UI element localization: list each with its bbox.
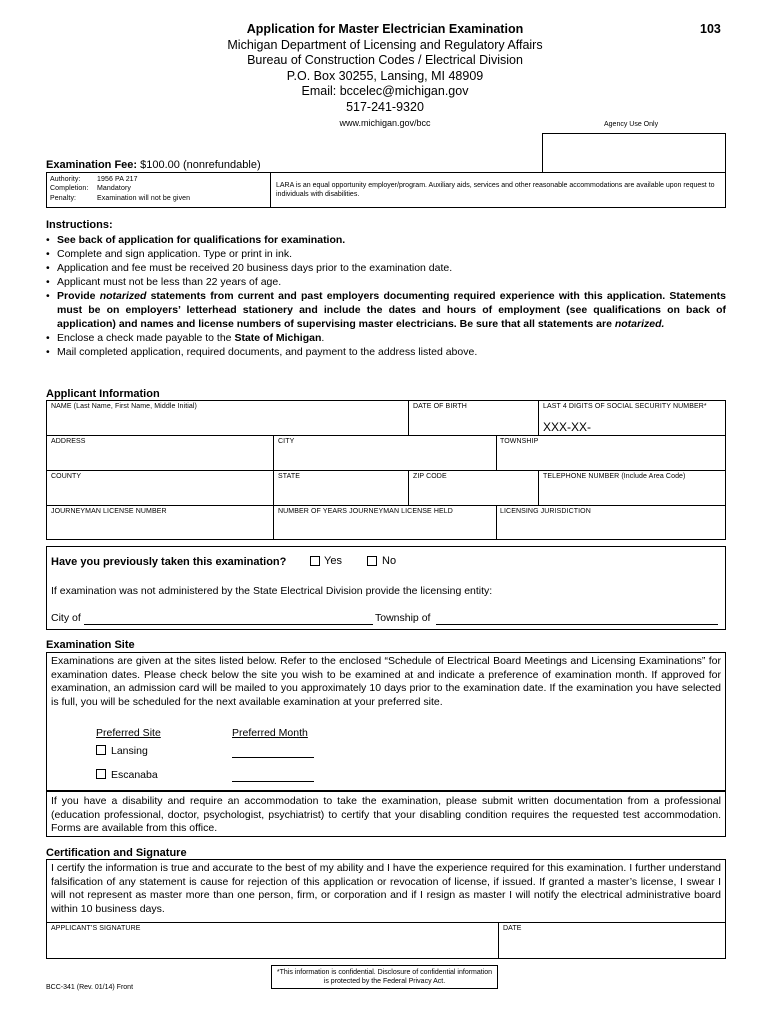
instruction-item: • Application and fee must be received 20 business days prior to the examination date. — [46, 262, 453, 274]
form-id: BCC-341 (Rev. 01/14) Front — [46, 984, 134, 991]
examination-fee — [46, 159, 261, 171]
authority-key: Authority: — [50, 176, 81, 183]
telephone-field[interactable]: TELEPHONE NUMBER (Include Area Code) — [543, 473, 686, 480]
escanaba-month-input[interactable] — [232, 781, 314, 782]
disability-text: If you have a disability and require an accommodation to take the examination, please submit written documentation from a professional (education professional, doctor, psychologist, psychiatrist) to certify that your disabling condition requires the requested test accommodation. Forms are available from this office. — [51, 795, 721, 834]
instruction-item: • Enclose a check made payable to the State of Michigan. — [46, 332, 325, 344]
certification-text: I certify the information is true and accurate to the best of my ability and I have the experience required for this examination. I further understand falsification of any statement is cause for rejection of this application or revocation of license, if issued. If granted a master’s license, I swear I will not represent as master more than one person, firm, or corporation and if I resign as master I will notify the electrical administrative board within 10 business days. — [51, 862, 721, 915]
name-field[interactable]: NAME (Last Name, First Name, Middle Initial) — [51, 403, 197, 410]
confidential-notice: *This information is confidential. Disclosure of confidential information is protected by the Federal Privacy Act. — [276, 969, 493, 985]
agency-use-box — [542, 133, 726, 173]
agency-use-label: Agency Use Only — [604, 121, 659, 128]
instructions-list — [46, 233, 726, 359]
instruction-item: • Applicant must not be less than 22 years of age. — [46, 276, 282, 288]
address-field[interactable]: ADDRESS — [51, 438, 86, 445]
instruction-item: • Complete and sign application. Type or print in ink. — [46, 248, 293, 260]
certification-title: Certification and Signature — [46, 847, 187, 859]
escanaba-checkbox[interactable] — [96, 769, 106, 779]
form-number: 103 — [700, 22, 721, 36]
date-of-birth-field[interactable]: DATE OF BIRTH — [413, 403, 467, 410]
header-line-address: P.O. Box 30255, Lansing, MI 48909 — [286, 69, 484, 83]
no-checkbox[interactable] — [367, 556, 377, 566]
licensing-entity-text: If examination was not administered by the State Electrical Division provide the licensing entity: — [51, 585, 493, 597]
instructions-title: Instructions: — [46, 219, 113, 231]
examination-site-text: Examinations are given at the sites listed below. Refer to the enclosed “Schedule of Electrical Board Meetings and Licensing Examinations” for examination dates. Please check below the site you wish to be examined at and indicate a preference of examination month. If approved for examination, an admission card will be mailed to you approximately 10 days prior to the examination date. If the examination you have selected is full, you will be scheduled for the next available examination at your preferred site. — [51, 655, 721, 708]
county-field[interactable]: COUNTY — [51, 473, 82, 480]
previous-exam-question: Have you previously taken this examination? — [51, 556, 287, 568]
completion-key: Completion: — [50, 185, 89, 192]
lansing-month-input[interactable] — [232, 757, 314, 758]
preferred-site-header: Preferred Site — [96, 727, 161, 739]
signature-date-field[interactable]: DATE — [503, 925, 522, 932]
state-field[interactable]: STATE — [278, 473, 301, 480]
fee-value: $100.00 (nonrefundable) — [137, 159, 261, 171]
lara-notice: LARA is an equal opportunity employer/program. Auxiliary aids, services and other reasonable accommodations are available upon request to individuals with disabilities. — [276, 182, 715, 198]
township-field[interactable]: TOWNSHIP — [500, 438, 539, 445]
fee-label: Examination Fee: — [46, 159, 138, 171]
lansing-label: Lansing — [111, 745, 148, 757]
applicant-info-title: Applicant Information — [46, 388, 160, 400]
lansing-checkbox[interactable] — [96, 745, 106, 755]
journeyman-license-field[interactable]: JOURNEYMAN LICENSE NUMBER — [51, 508, 167, 515]
city-of-label: City of — [51, 612, 81, 624]
yes-checkbox[interactable] — [310, 556, 320, 566]
years-held-field[interactable]: NUMBER OF YEARS JOURNEYMAN LICENSE HELD — [278, 508, 453, 515]
yes-label: Yes — [324, 555, 342, 567]
instruction-item: • See back of application for qualifications for examination. — [46, 234, 346, 246]
township-of-label: Township of — [375, 612, 431, 624]
completion-value: Mandatory — [97, 185, 131, 192]
escanaba-label: Escanaba — [111, 769, 158, 781]
header-line-bureau: Bureau of Construction Codes / Electrical Division — [247, 53, 523, 67]
city-of-input[interactable] — [84, 624, 373, 625]
applicant-signature-field[interactable]: APPLICANT’S SIGNATURE — [51, 925, 141, 932]
ssn-field[interactable]: LAST 4 DIGITS OF SOCIAL SECURITY NUMBER* — [543, 403, 707, 410]
licensing-jurisdiction-field[interactable]: LICENSING JURISDICTION — [500, 508, 591, 515]
header-website: www.michigan.gov/bcc — [339, 118, 431, 128]
no-label: No — [382, 555, 397, 567]
penalty-key: Penalty: — [50, 195, 77, 202]
township-of-input[interactable] — [436, 624, 718, 625]
header-line-department: Michigan Department of Licensing and Regulatory Affairs — [227, 38, 543, 52]
examination-site-title: Examination Site — [46, 639, 135, 651]
city-field[interactable]: CITY — [278, 438, 295, 445]
preferred-month-header: Preferred Month — [232, 727, 308, 739]
zip-code-field[interactable]: ZIP CODE — [413, 473, 447, 480]
instruction-item: • Provide notarized statements from current and past employers documenting required experience with this application. Statements must be on employers’ letterhead stationery and include the dates and hours of employment (see qualifications on back of application) and names and license numbers of supervising master electricians. Be sure that all statements are notarized. — [46, 290, 726, 330]
form-title: Application for Master Electrician Examination — [246, 22, 524, 36]
authority-value: 1956 PA 217 — [97, 176, 138, 183]
ssn-prefix: XXX-XX- — [543, 420, 592, 434]
header-line-phone: 517-241-9320 — [346, 100, 424, 114]
penalty-value: Examination will not be given — [97, 195, 191, 202]
instruction-item: • Mail completed application, required documents, and payment to the address listed above. — [46, 346, 478, 358]
header-line-email: Email: bccelec@michigan.gov — [301, 84, 469, 98]
